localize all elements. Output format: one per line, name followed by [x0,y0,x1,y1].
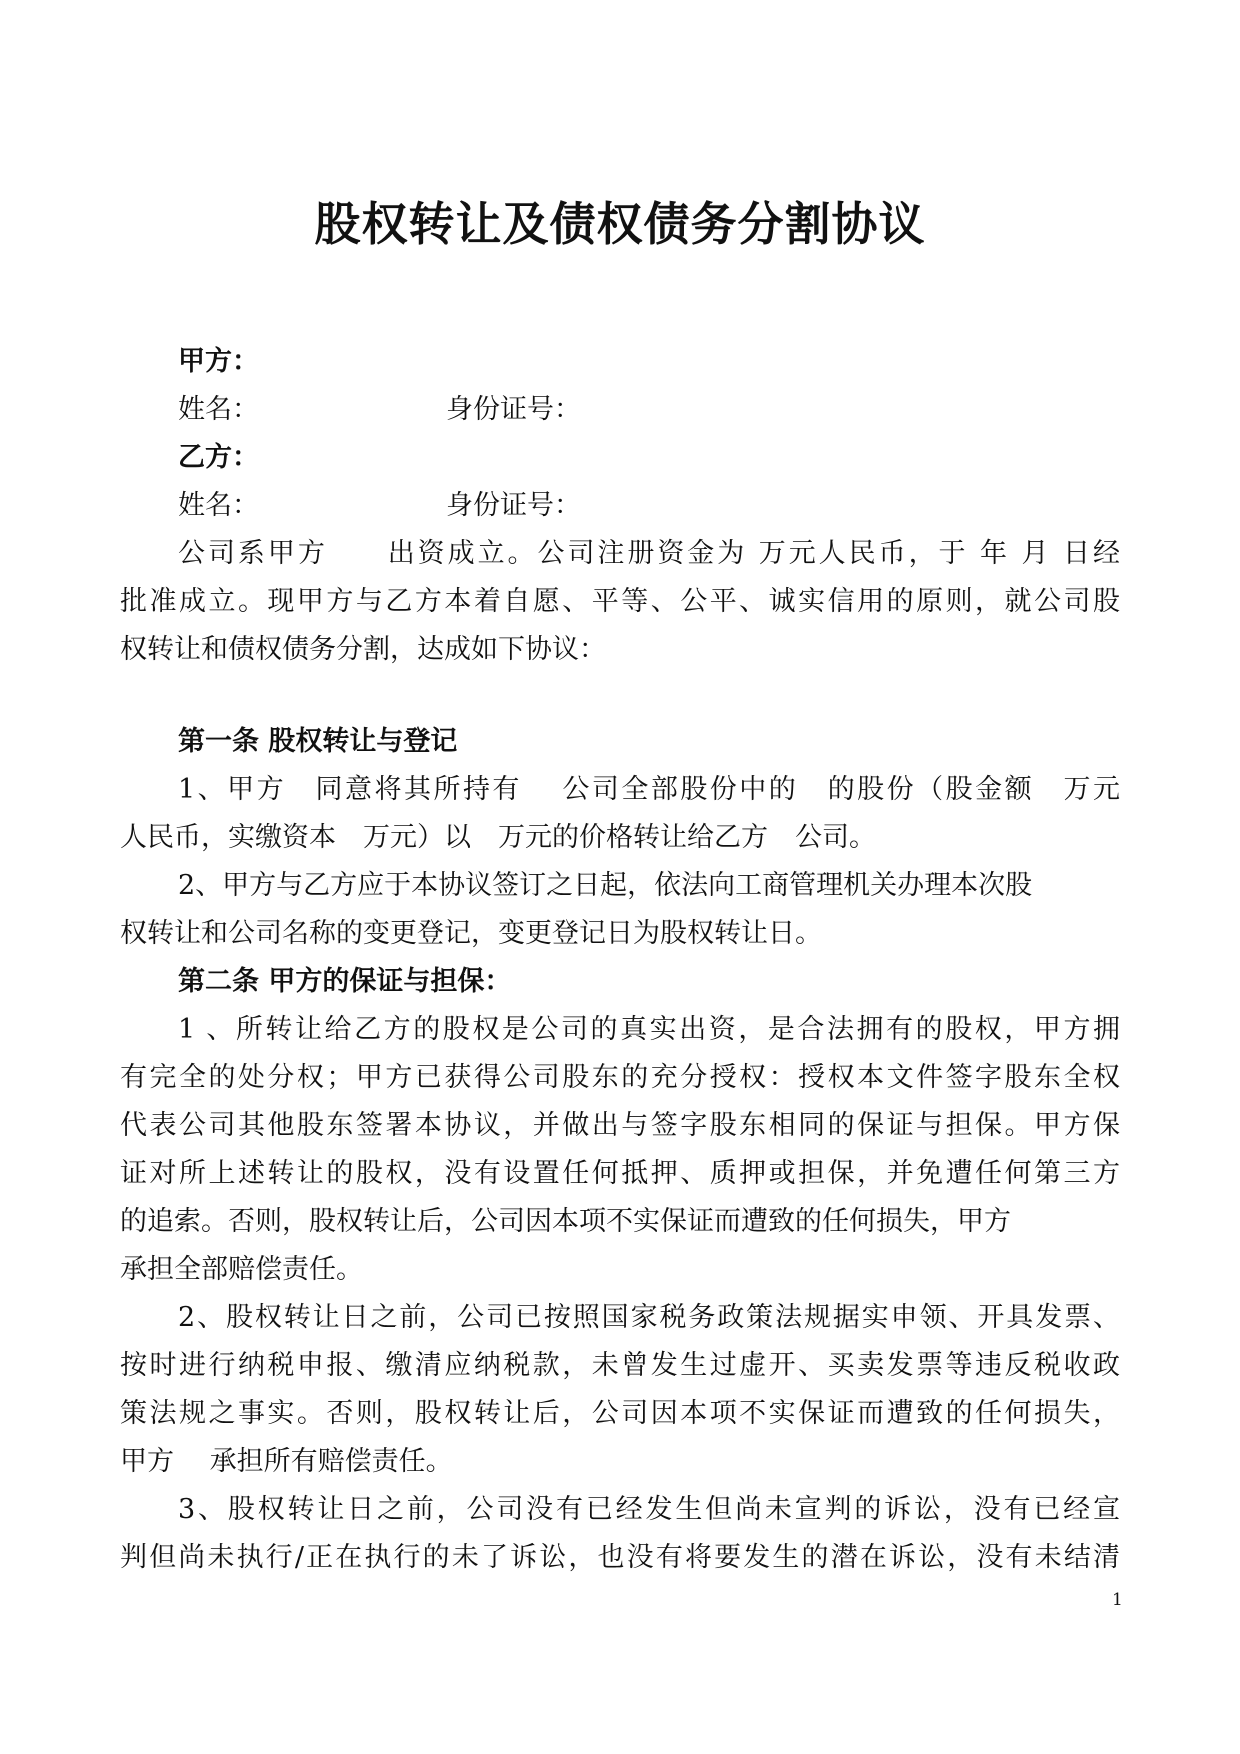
page-number: 1 [1112,1590,1123,1610]
article-2-line: 2、股权转让日之前，公司已按照国家税务政策法规据实申领、开具发票、 [178,1302,1120,1333]
article-2-line: 甲方 承担所有赔偿责任。 [120,1446,453,1477]
preamble-line: 批准成立。现甲方与乙方本着自愿、平等、公平、诚实信用的原则，就公司股 [120,586,1120,617]
article-2-line: 代表公司其他股东签署本协议，并做出与签字股东相同的保证与担保。甲方保 [120,1110,1120,1141]
article-2-line: 1 、所转让给乙方的股权是公司的真实出资，是合法拥有的股权，甲方拥 [178,1014,1120,1045]
document-title: 股权转让及债权债务分割协议 [314,197,926,251]
party-a-name-label: 姓名： [178,394,259,425]
article-1-line: 权转让和公司名称的变更登记，变更登记日为股权转让日。 [120,918,822,949]
party-b-name-label: 姓名： [178,490,259,521]
article-2-line: 按时进行纳税申报、缴清应纳税款，未曾发生过虚开、买卖发票等违反税收政 [120,1350,1120,1381]
article-1-line: 人民币，实缴资本 万元）以 万元的价格转让给乙方 公司。 [120,822,876,853]
article-1-line: 2、甲方与乙方应于本协议签订之日起，依法向工商管理机关办理本次股 [178,870,1033,901]
party-b-label: 乙方： [178,442,259,473]
party-a-label: 甲方： [178,346,259,377]
article-2-line: 证对所上述转让的股权，没有设置任何抵押、质押或担保，并免遭任何第三方 [120,1158,1120,1189]
article-2-line: 策法规之事实。否则，股权转让后，公司因本项不实保证而遭致的任何损失， [120,1398,1120,1429]
party-b-id-label: 身份证号： [446,490,581,521]
article-2-line: 判但尚未执行/正在执行的未了诉讼，也没有将要发生的潜在诉讼，没有未结清 [120,1542,1120,1573]
preamble-line: 公司系甲方 出资成立。公司注册资金为 万元人民币，于 年 月 日经 [178,538,1120,569]
article-2-line: 3、股权转让日之前，公司没有已经发生但尚未宣判的诉讼，没有已经宣 [178,1494,1120,1525]
article-1-heading: 第一条 股权转让与登记 [178,726,458,757]
article-2-line: 有完全的处分权；甲方已获得公司股东的充分授权：授权本文件签字股东全权 [120,1062,1120,1093]
article-2-line: 承担全部赔偿责任。 [120,1254,363,1285]
article-2-line: 的追索。否则，股权转让后，公司因本项不实保证而遭致的任何损失，甲方 [120,1206,1011,1237]
article-2-heading: 第二条 甲方的保证与担保： [178,966,512,997]
article-1-line: 1、甲方 同意将其所持有 公司全部股份中的 的股份（股金额 万元 [178,774,1120,805]
party-a-id-label: 身份证号： [446,394,581,425]
preamble-line: 权转让和债权债务分割，达成如下协议： [120,634,606,665]
